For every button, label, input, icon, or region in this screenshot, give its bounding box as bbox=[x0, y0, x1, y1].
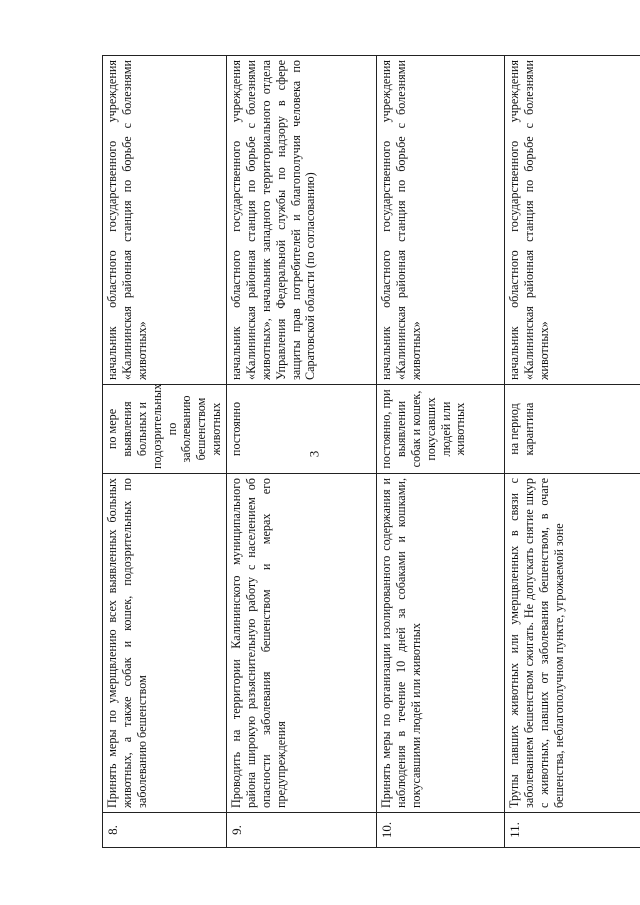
deadline-cell: на период карантина bbox=[505, 385, 640, 474]
row-number: 11. bbox=[505, 813, 640, 848]
table-row bbox=[227, 56, 377, 848]
table-row bbox=[103, 56, 227, 848]
deadline-cell: постоянно, при выявлении собак и кошек, покусавших людей или животных bbox=[377, 385, 505, 474]
row-number: 10. bbox=[377, 813, 505, 848]
responsible-cell: начальник областного государственного учреждения «Калининская районная станция по борьбе с болезнями животных» bbox=[377, 56, 505, 385]
deadline-cell: постоянно bbox=[227, 385, 377, 474]
measure-cell: Проводить на территории Калининского муниципального района широкую разъяснительную работу с населением об опасности заболевания бешенством и мерах его предупреждения bbox=[227, 474, 377, 813]
deadline-cell: по мере выявления больных и подозрительных по заболеванию бешенством животных bbox=[103, 385, 227, 474]
page-number: 3 bbox=[306, 450, 322, 458]
responsible-cell: начальник областного государственного учреждения «Калининская районная станция по борьбе с болезнями животных» bbox=[103, 56, 227, 385]
row-number: 8. bbox=[103, 813, 227, 848]
table-container bbox=[102, 55, 640, 848]
measure-cell: Принять меры по умерщвлению всех выявленных больных животных, а также собак и кошек, подозрительных по заболеванию бешенством bbox=[103, 474, 227, 813]
row-number: 9. bbox=[227, 813, 377, 848]
responsible-cell: начальник областного государственного учреждения «Калининская районная станция по борьбе с болезнями животных», начальник западного территориального отдела Управления Федеральной службы по надзору в сфере защиты прав потребителей и благополучия человека по Саратовской области (по согласованию) bbox=[227, 56, 377, 385]
responsible-cell: начальник областного государственного учреждения «Калининская районная станция по борьбе с болезнями животных» bbox=[505, 56, 640, 385]
measures-table bbox=[102, 55, 640, 848]
measure-cell: Трупы павших животных или умерщвленных в связи с заболеванием бешенством сжигать. Не допускать снятие шкур с животных, павших от заболевания бешенством, в очаге бешенства, неблагополучном пункте, угрожаемой зоне bbox=[505, 474, 640, 813]
measure-cell: Принять меры по организации изолированного содержания и наблюдения в течение 10 дней за собаками и кошками, покусавшими людей или животных bbox=[377, 474, 505, 813]
table-row bbox=[377, 56, 505, 848]
table-row bbox=[505, 56, 640, 848]
